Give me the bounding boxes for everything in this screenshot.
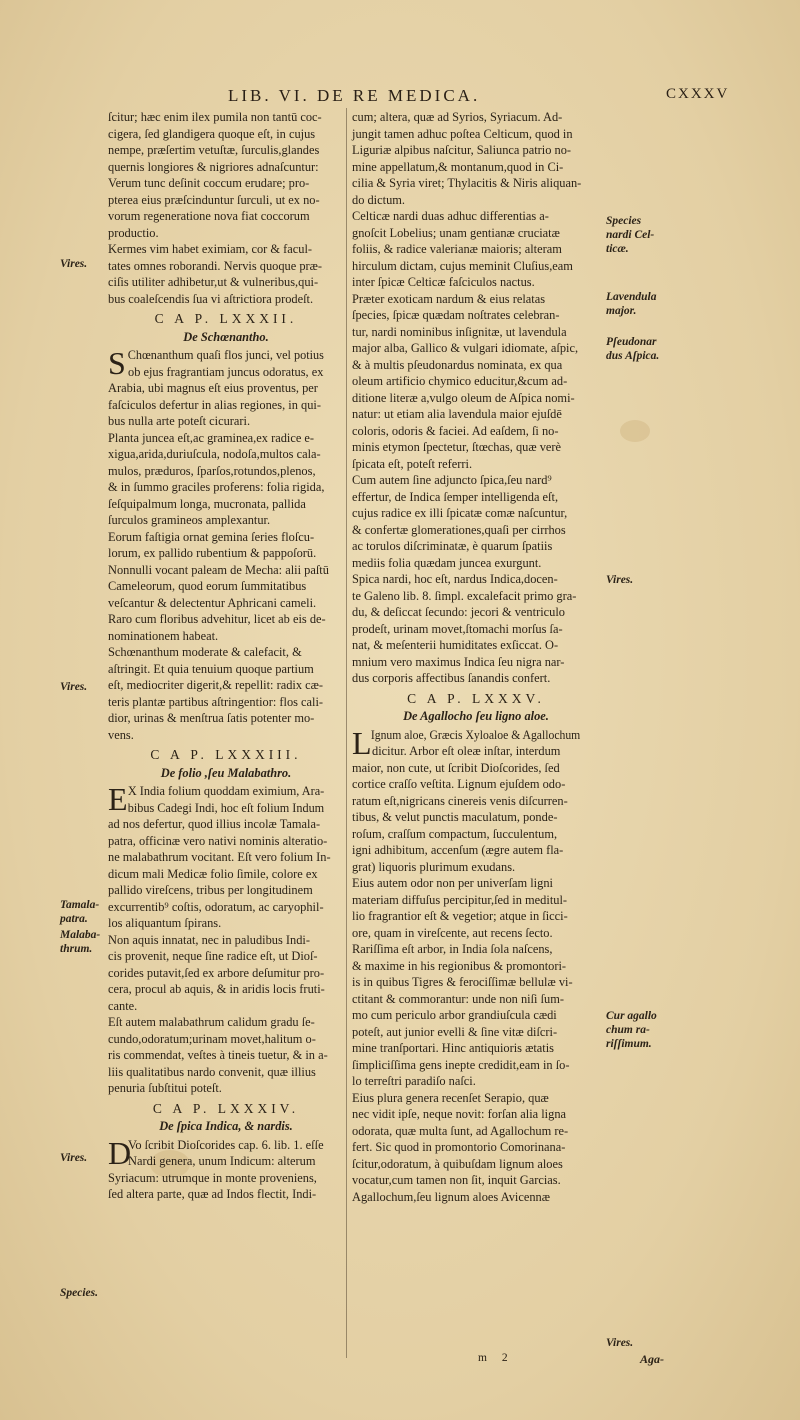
text-line: ditione literæ a,vulgo oleum de Aſpica nomi- (352, 390, 575, 405)
margin-note-lavendula: major. (606, 305, 637, 317)
text-line: ratum eſt,nigricans cinereis venis diſcurren- (352, 793, 568, 808)
drop-cap-paragraph (108, 783, 344, 816)
text-line: xigua,arida,duriuſcula, nodoſa,multos cala- (108, 447, 321, 461)
text-line: Cameleorum, quod eorum ſummitatibus (108, 579, 307, 593)
margin-note-malaba: Malaba- (60, 929, 101, 941)
text-line: ciſis utiliter adhibetur,ut & vulneribus,qui- (108, 275, 319, 289)
text-line: jungit tamen adhuc poſtea Celticum, quod in (352, 126, 573, 141)
running-head (0, 86, 800, 110)
text-line: los aliquantum ſpirans. (108, 916, 222, 930)
margin-note-pseudonardus: Pſeudonar (606, 336, 657, 348)
text-line: mine tranſportari. Hinc antiquioris ætatis (352, 1041, 554, 1055)
margin-note-vires: Vires. (60, 1152, 88, 1164)
drop-cap-letter: E (108, 781, 128, 817)
text-line: igni adhibitum, accenſum (ægre autem fla- (352, 843, 564, 857)
text-line: tibus, & velut punctis maculatum, ponde- (352, 810, 558, 824)
text-line: Non aquis innatat, nec in paludibus Indi- (108, 932, 310, 947)
text-line: Præter exoticam nardum & eius relatas (352, 291, 546, 306)
text-line: tates omnes roborandi. Nervis quoque præ- (108, 258, 323, 273)
chapter-heading: C A P. LXXXII. (154, 311, 298, 326)
margin-note-lavendula: Lavendula (606, 291, 657, 303)
margin-note-pseudonardus: dus Aſpica. (606, 350, 660, 362)
text-line: cante. (108, 998, 138, 1013)
text-line: cera, procul ab aquis, & in aridis locis fruti- (108, 982, 325, 996)
text-line: veſcantur & delectentur Aphricani cameli. (108, 595, 317, 610)
text-line: ſurculos gramineos amplexantur. (108, 513, 271, 527)
text-line: lorum, ex pallido rubentium & pappoſorū. (108, 546, 317, 560)
text-line: inter ſpicæ Celticæ faſciculos nactus. (352, 275, 535, 289)
text-line: ſimpliciſſima gens inepte credidit,eam in ſo- (352, 1057, 570, 1072)
text-line: dus corporis affectibus ſanandis confert. (352, 671, 551, 685)
chapter-subheading: De folio ,ſeu Malabathro. (160, 765, 292, 780)
text-line: Syriacum: utrumque in monte proveniens, (108, 1170, 317, 1185)
margin-note-species-nardi: nardi Cel- (606, 229, 655, 241)
text-line: Arabia, ubi magnus eſt eius proventus, per (108, 381, 318, 395)
text-line: Eius plura genera recenſet Serapio, quæ (352, 1090, 549, 1105)
text-line: cundo,odoratum;urinam movet,halitum o- (108, 1031, 316, 1046)
text-line: odorata, quæ multa ſunt, ad Agallochum re- (352, 1123, 569, 1138)
margin-note-cur-agallochum: chum ra- (606, 1024, 650, 1036)
text-line: dicitur. Arbor eſt oleæ inſtar, interdum (372, 744, 561, 758)
text-line: bibus Cadegi Indi, hoc eſt folium Indum (127, 800, 325, 815)
text-line: pterea eius præſcinduntur ſurculi, ut ex no- (108, 192, 320, 207)
chapter-subheading: De Schœnantho. (183, 329, 269, 344)
text-line: mulos, præduros, ſparſos,rotundos,plenos, (108, 463, 316, 478)
text-line: ad nos defertur, quod illius incolæ Tamala- (108, 817, 321, 831)
text-line: ſcitur; hæc enim ilex pumila non tantū coc- (108, 110, 322, 124)
text-line: cigera, ſed glandigera quoque eſt, in cujus (108, 126, 316, 141)
text-line: pallido vireſcens, tribus per longitudinem (108, 883, 313, 897)
text-line: hirculum dictam, cujus meminit Cluſius,eam (352, 258, 573, 273)
text-line: & confertæ glomerationes,quaſi per cirrhos (352, 522, 566, 537)
text-line: grat) liquoris plurimum exudans. (352, 859, 516, 874)
text-line: Eius autem odor non per univerſam ligni (352, 876, 553, 890)
drop-cap-letter: D (108, 1134, 132, 1171)
text-line: vocatur,cum tamen non ſit, inquit Garcias. (352, 1173, 561, 1187)
margin-note-vires: Vires. (60, 681, 88, 693)
text-line: aſtringit. Et quia tenuium quoque partium (108, 661, 314, 676)
text-line: nec vidit ipſe, neque novit: forſan alia ligna (352, 1107, 567, 1121)
text-line: poteſt, aut junior evelli & ſine vitæ diſcri- (352, 1024, 558, 1039)
text-line: materiam diffuſus percipitur,ſed in meditul- (352, 892, 568, 907)
text-line: mnium vero maximus Indica ſeu nigra nar- (352, 654, 565, 669)
text-line: mine appellatum,& montanum,quod in Ci- (352, 159, 564, 174)
text-line: Planta juncea eſt,ac graminea,ex radice e- (108, 430, 315, 445)
text-line: Schœnanthum moderate & calefacit, & (108, 645, 302, 659)
chapter-heading: C A P. LXXXIII. (150, 747, 302, 762)
text-line: minis etymon ſpectetur, ſtœchas, quæ verè (352, 440, 562, 454)
chapter-subheading: De Agallocho ſeu ligno aloe. (403, 709, 549, 723)
text-line: nominationem habeat. (108, 628, 219, 643)
text-line: quernis longiores & nigriores adnaſcuntur: (108, 159, 319, 174)
text-line: ris commendat, veſtes à tineis tuetur, & in a- (108, 1048, 328, 1062)
text-line: cum; altera, quæ ad Syrios, Syriacum. Ad- (352, 110, 563, 124)
text-line: Liguriæ alpibus naſcitur, Saliunca patrio no- (352, 143, 572, 157)
margin-note-tamala: Tamala- (60, 899, 100, 911)
margin-note-vires: Vires. (60, 258, 88, 270)
text-line: fert. Sic quod in promontorio Comorinana- (352, 1140, 566, 1154)
text-line: do dictum. (352, 192, 405, 207)
text-line: Cum autem ſine adjuncto ſpica,ſeu nard⁹ (352, 473, 552, 487)
margin-note-tamala: patra. (60, 913, 88, 925)
chapter-heading: C A P. LXXXIV. (152, 1100, 300, 1116)
text-line: Ignum aloe, Græcis Xyloaloe & Agallochum (370, 727, 581, 742)
text-line: du, & deſiccat ſecundo: jecori & ventriculo (352, 605, 565, 619)
text-line: prodeſt, urinam movet,ſtomachi morſus ſa- (352, 621, 563, 636)
text-line: tur, nardi nominibus inſignitæ, ut lavendula (352, 324, 567, 339)
text-line: Nardi genera, unum Indicum: alterum (128, 1154, 316, 1168)
text-line: & in ſummo graciles proferens: folia rigida, (108, 480, 325, 494)
text-line: Raro cum floribus advehitur, licet ab eis de- (108, 612, 326, 626)
text-line: patra, officinæ vero nativi nominis alteratio- (108, 833, 328, 848)
chapter-subheading: De ſpica Indica, & nardis. (159, 1119, 293, 1133)
drop-cap-letter: S (108, 345, 126, 381)
text-line: ctitant & commorantur: unde non niſi ſum- (352, 991, 564, 1006)
text-line: dicum mali Medicæ folio ſimile, colore ex (108, 866, 318, 881)
text-line: cujus radice ex illi ſpicatæ comæ naſcuntur, (352, 506, 568, 520)
text-line: ſpicata eſt, poteſt referri. (352, 456, 473, 471)
text-line: X India folium quoddam eximium, Ara- (127, 784, 325, 798)
right-text-column (352, 109, 600, 1205)
text-line: Spica nardi, hoc eſt, nardus Indica,docen- (352, 572, 558, 586)
running-title: LIB. VI. DE RE MEDICA. (228, 86, 481, 105)
margin-note-vires: Vires. (606, 1337, 634, 1349)
chapter-heading: C A P. LXXXV. (407, 690, 545, 706)
margin-note-cur-agallochum: riſſimum. (606, 1038, 652, 1050)
text-line: Nonnulli vocant paleam de Mecha: alii paſtū (108, 562, 329, 577)
text-line: Rariſſima eſt arbor, in India ſola naſcens, (352, 942, 553, 956)
text-line: coloris, odoris & faciei. Ad eaſdem, ſi no- (352, 423, 559, 438)
text-line: Eſt autem malabathrum calidum gradu ſe- (108, 1015, 315, 1029)
text-line: productio. (108, 225, 159, 240)
text-line: Chœnanthum quaſi flos junci, vel potius (127, 348, 324, 362)
text-line: teris plantæ partibus aſtringentior: flos cali- (108, 694, 324, 709)
text-line: ac torulos diſcriminatæ, è quarum ſpatiis (352, 539, 553, 553)
text-line: corides putavit,ſed ex arbore deſumitur pro- (108, 965, 325, 980)
text-line: & à multis pſeudonardus nominata, ex qua (352, 357, 563, 372)
text-line: ſeſquipalmum longa, mucronata, pallida (108, 496, 306, 511)
text-line: mediis folia quædam juncea exurgunt. (352, 555, 542, 570)
text-line: vens. (108, 727, 134, 742)
text-line: effertur, de Indica ſemper intelligenda eſt, (352, 489, 559, 504)
margin-note-species: Species. (60, 1287, 99, 1299)
drop-cap-paragraph (108, 1134, 344, 1171)
text-line: Agallochum,ſeu lignum aloes Avicennæ (352, 1189, 550, 1204)
text-line: te Galeno lib. 8. ſimpl. excalefacit primo gra- (352, 588, 577, 603)
text-line: Eorum faſtigia ornat gemina ſeries floſcu- (108, 529, 315, 544)
text-line: & maxime in his regionibus & promontori- (352, 958, 567, 973)
text-line: nempe, præſertim vetuſtæ, ſurculis,glandes (108, 143, 320, 157)
foxing-stain (620, 420, 650, 442)
text-line: ob ejus fragrantiam juncus odoratus, ex (128, 364, 324, 379)
drop-cap-paragraph (352, 724, 600, 761)
drop-cap-letter: L (352, 724, 372, 761)
margin-note-vires: Vires. (606, 574, 634, 586)
text-line: cis provenit, neque ſine radice eſt, ut Dioſ- (108, 949, 318, 963)
margin-note-species-nardi: Species (606, 215, 642, 227)
signature-mark: m 2 (478, 1352, 514, 1364)
text-line: Vo ſcribit Dioſcorides cap. 6. lib. 1. eſſe (128, 1137, 324, 1152)
text-line: excurrentib⁹ coſtis, odoratum, ac caryophil- (108, 899, 324, 914)
text-line: cilia & Syria viret; Thylacitis & Niris aliquan- (352, 176, 582, 190)
text-line: faſciculos defertur in alias regiones, in qui- (108, 397, 321, 412)
text-line: bus coaleſcendis ſua vi aſtrictiora prodeſt. (108, 291, 314, 306)
text-line: mo cum periculo arbor grandiuſcula cædi (352, 1008, 557, 1022)
drop-cap-paragraph (108, 347, 344, 380)
text-line: Celticæ nardi duas adhuc differentias a- (352, 209, 549, 223)
text-line: ne malabathrum vocitant. Eſt vero folium In- (108, 850, 331, 864)
text-line: vorum regeneratione nova fiat coccorum (108, 209, 310, 223)
text-line: liis qualitatibus nardo convenit, quæ illius (108, 1064, 316, 1079)
text-line: ſpecies, ſpicæ quædam noſtrates celebran- (352, 308, 560, 322)
text-line: Kermes vim habet eximiam, cor & facul- (108, 242, 313, 256)
text-line: ſcitur,odoratum, à quibuſdam lignum aloes (352, 1156, 563, 1171)
text-line: ſed altera parte, quæ ad Indos flectit, Indi- (108, 1187, 317, 1201)
margin-note-malaba: thrum. (60, 943, 93, 955)
text-line: eſt, mediocriter digerit,& repellit: radix cæ- (108, 678, 324, 692)
margin-note-species-nardi: ticæ. (606, 243, 629, 255)
margin-note-cur-agallochum: Cur agallo (606, 1010, 657, 1022)
left-text-column (108, 109, 344, 1203)
text-line: lo terreſtri paradiſo naſci. (352, 1074, 476, 1088)
text-line: roſum, craſſum compactum, ſucculentum, (352, 826, 558, 841)
text-line: nat, & meſenterii humiditates exſiccat. O- (352, 638, 559, 652)
text-line: major alba, Gallico & vulgari idiomate, aſpic, (352, 341, 579, 355)
text-line: penuria ſubſtitui poteſt. (108, 1081, 222, 1095)
text-line: oleum artificio chymico educitur,&cum ad- (352, 374, 568, 388)
text-line: is in quibus Tigres & ferociſſimæ bellulæ vi- (352, 975, 573, 989)
catchword: Aga- (640, 1352, 664, 1366)
text-line: Verum tunc deſinit coccum erudare; pro- (108, 176, 310, 190)
text-line: foliis, & radice valerianæ maioris; alteram (352, 242, 562, 256)
text-line: natur: ut etiam alia lavendula maior ejuſdē (352, 407, 562, 421)
text-line: maior, non cute, ut ſcribit Dioſcorides, ſed (352, 760, 560, 775)
text-line: dior, urinas & menſtrua ſatis potenter mo- (108, 711, 315, 725)
column-divider (346, 108, 347, 1358)
text-line: lio fragrantior eſt & vegetior; atque in ſicci- (352, 909, 568, 923)
text-line: bus nulla arte poteſt cicurari. (108, 414, 251, 428)
text-line: gnoſcit Lobelius; unam gentianæ cruciatæ (352, 225, 560, 240)
folio-number: CXXXV (666, 86, 730, 102)
text-line: cortice craſſo veſtita. Lignum ejuſdem odo- (352, 777, 566, 791)
text-line: ore, quam in vireſcente, aut recens ſecto. (352, 925, 553, 940)
